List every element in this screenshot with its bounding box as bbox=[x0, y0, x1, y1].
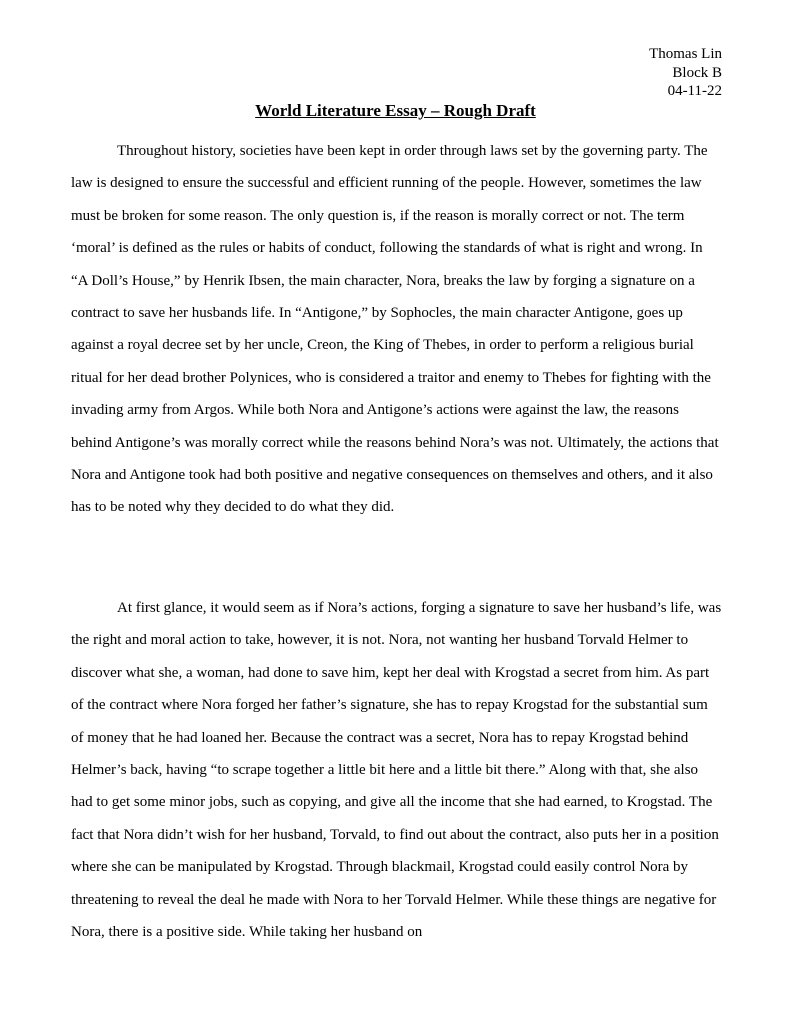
essay-title: World Literature Essay – Rough Draft bbox=[255, 101, 536, 120]
document-date: 04-11-22 bbox=[667, 83, 722, 99]
essay-paragraph-2: At first glance, it would seem as if Nora’s actions, forging a signature to save her husband’s life, was the right and moral action to take, however, it is not. Nora, not wanting her husband Torvald Helmer to discover what she, a woman, had done to save him, kept her deal with Krogstad a secret from him. As part of the contract where Nora forged her father’s signature, she has to repay Krogstad for the substantial sum of money that he had loaned her. Because the contract was a secret, Nora has to repay Krogstad behind Helmer’s back, having “to scrape together a little bit here and a little bit there.” Along with that, she also had to get some minor jobs, such as copying, and give all the income that she had earned, to Krogstad. The fact that Nora didn’t wish for her husband, Torvald, to find out about the contract, also puts her in a position where she can be manipulated by Krogstad. Through blackmail, Krogstad could easily control Nora by threatening to reveal the deal he made with Nora to her Torvald Helmer. While these things are negative for Nora, there is a positive side. While taking her husband on bbox=[71, 600, 722, 941]
essay-paragraph-1: Throughout history, societies have been kept in order through laws set by the governing party. The law is designed to ensure the successful and efficient running of the people. However, sometimes the law must be broken for some reason. The only question is, if the reason is morally correct or not. The term ‘moral’ is defined as the rules or habits of conduct, following the standards of what is right and wrong. In “A Doll’s House,” by Henrik Ibsen, the main character, Nora, breaks the law by forging a signature on a contract to save her husbands life. In “Antigone,” by Sophocles, the main character Antigone, goes up against a royal decree set by her uncle, Creon, the King of Thebes, in order to perform a religious burial ritual for her dead brother Polynices, who is considered a traitor and enemy to Thebes for fighting with the invading army from Argos. While both Nora and Antigone’s actions were against the law, the reasons behind Antigone’s was morally correct while the reasons behind Nora’s was not. Ultimately, the actions that Nora and Antigone took had both positive and negative consequences on themselves and others, and it also has to be noted why they decided to do what they did. bbox=[71, 143, 719, 516]
author-header bbox=[649, 45, 722, 101]
class-block: Block B bbox=[672, 64, 722, 81]
author-name: Thomas Lin bbox=[649, 46, 722, 62]
